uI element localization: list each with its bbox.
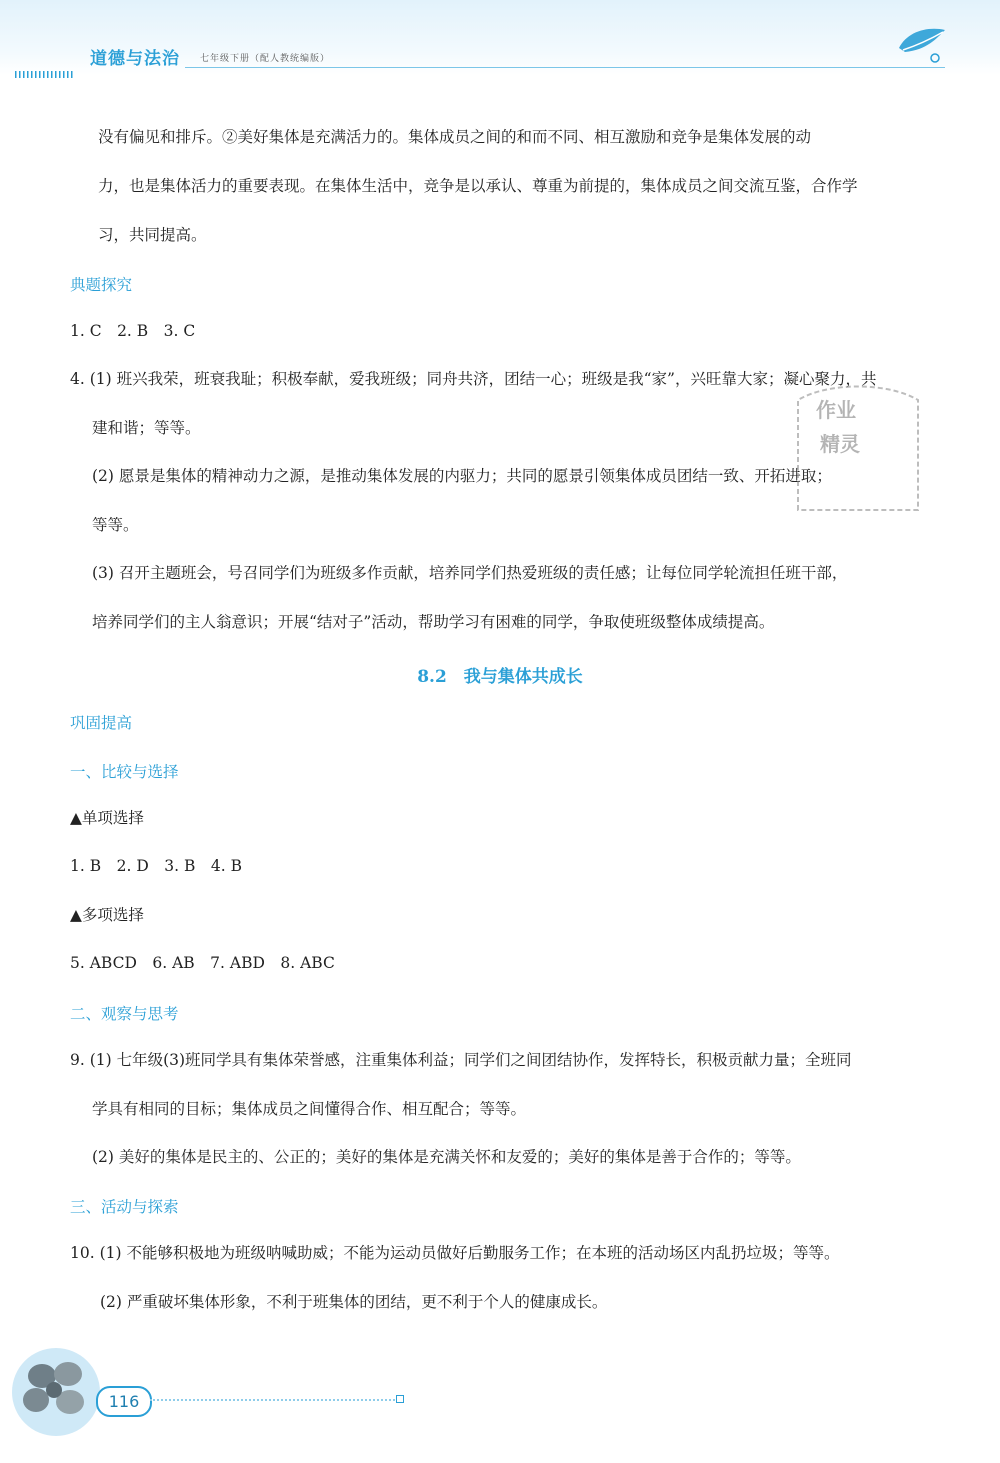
heading-bijiao: 一、比较与选择	[70, 763, 179, 781]
heading-guancha: 二、观察与思考	[70, 1005, 179, 1023]
footer-dotted-rule	[150, 1399, 395, 1401]
text-line: (2) 严重破坏集体形象，不利于班集体的团结，更不利于个人的健康成长。	[100, 1293, 608, 1311]
header-stripes	[15, 71, 73, 78]
multi-choice-label: ▲多项选择	[70, 906, 144, 924]
flower-decoration-icon	[8, 1340, 108, 1450]
book-title: 道德与法治	[90, 49, 180, 69]
text-line: 培养同学们的主人翁意识；开展“结对子”活动，帮助学习有困难的同学，争取使班级整体成绩提高。	[92, 613, 775, 631]
text-line: 力，也是集体活力的重要表现。在集体生活中，竞争是以承认、尊重为前提的，集体成员之间交流互鉴，合作学	[98, 177, 858, 195]
text-line: 建和谐；等等。	[92, 419, 201, 437]
header-divider	[185, 67, 945, 68]
text-line: 没有偏见和排斥。②美好集体是充满活力的。集体成员之间的和而不同、相互激励和竞争是集体发展的动	[98, 128, 812, 146]
watermark-line1: 作业	[816, 398, 856, 422]
page-number: 116	[96, 1386, 152, 1417]
text-line: 习，共同提高。	[98, 226, 207, 244]
footer-end-marker	[396, 1395, 404, 1403]
watermark-line2: 精灵	[820, 432, 860, 456]
answers-1-3: 1. C 2. B 3. C	[70, 322, 196, 340]
text-line: 9. (1) 七年级(3)班同学具有集体荣誉感，注重集体利益；同学们之间团结协作，发挥特长，积极贡献力量；全班同	[70, 1051, 852, 1069]
heading-diantitanjiu: 典题探究	[70, 276, 133, 294]
section-title: 8.2 我与集体共成长	[417, 667, 583, 687]
leaf-logo-icon	[897, 20, 949, 68]
text-line: 学具有相同的目标；集体成员之间懂得合作、相互配合；等等。	[92, 1100, 527, 1118]
single-choice-label: ▲单项选择	[70, 809, 144, 827]
text-line: 10. (1) 不能够积极地为班级呐喊助威；不能为运动员做好后勤服务工作；在本班的活动场区内乱扔垃圾；等等。	[70, 1244, 840, 1262]
text-line: (3) 召开主题班会，号召同学们为班级多作贡献，培养同学们热爱班级的责任感；让每位同学轮流担任班干部，	[92, 564, 848, 582]
text-line: 等等。	[92, 516, 139, 534]
answers-5-8: 5. ABCD 6. AB 7. ABD 8. ABC	[70, 954, 335, 972]
watermark-stamp	[788, 380, 928, 520]
book-subtitle: 七年级下册（配人教统编版）	[200, 54, 331, 64]
heading-huodong: 三、活动与探索	[70, 1198, 179, 1216]
heading-gonggu: 巩固提高	[70, 714, 133, 732]
text-line: (2) 愿景是集体的精神动力之源，是推动集体发展的内驱力；共同的愿景引领集体成员团结一致、开拓进取；	[92, 467, 832, 485]
text-line: (2) 美好的集体是民主的、公正的；美好的集体是充满关怀和友爱的；美好的集体是善于合作的；等等。	[92, 1148, 801, 1166]
text-line: 4. (1) 班兴我荣，班衰我耻；积极奉献，爱我班级；同舟共济，团结一心；班级是我“家”，兴旺靠大家；凝心聚力，共	[70, 370, 877, 388]
answers-1-4: 1. B 2. D 3. B 4. B	[70, 857, 242, 875]
